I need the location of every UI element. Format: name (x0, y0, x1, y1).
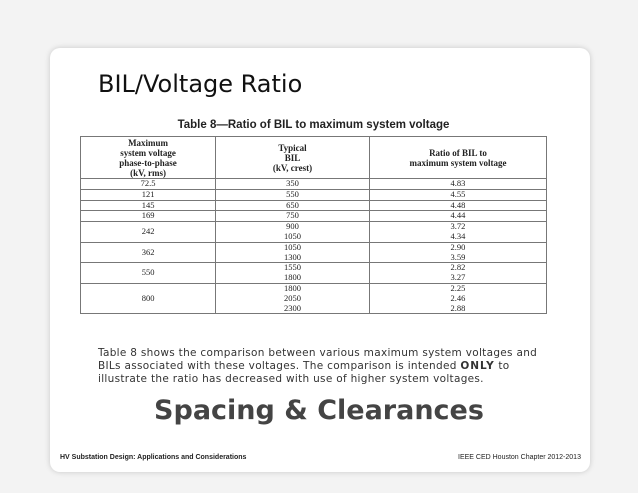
footer-chapter: IEEE CED Houston Chapter 2012-2013 (458, 454, 581, 461)
cell-voltage (81, 242, 216, 263)
cell-ratio (369, 263, 546, 284)
header-max-system-voltage (81, 137, 216, 179)
header-ratio (369, 137, 546, 179)
header-typical-bil (216, 137, 370, 179)
cell-line: 72.5 (140, 178, 156, 188)
cell-line: 4.34 (450, 230, 466, 241)
cell-line: 121 (141, 188, 155, 199)
cell-line: 1800 (284, 272, 301, 283)
cell-ratio (369, 189, 546, 200)
table-row (81, 222, 547, 243)
slide-title: BIL/Voltage Ratio (98, 70, 303, 98)
cell-ratio (369, 222, 546, 243)
cell-line: 2.90 (450, 241, 466, 252)
cell-line: 550 (141, 267, 155, 278)
cell-line: 3.72 (450, 221, 466, 232)
cell-line: 750 (286, 210, 299, 221)
header-line: Typical (278, 142, 307, 153)
cell-line: 4.83 (450, 178, 466, 188)
bil-ratio-table (80, 136, 547, 314)
description-text-end: to illustrate the ratio has decreased with use of higher system voltages. (98, 360, 510, 386)
cell-line: 2050 (284, 292, 301, 303)
section-heading: Spacing & Clearances (154, 395, 484, 426)
table-caption: Table 8—Ratio of BIL to maximum system voltage (177, 119, 450, 131)
cell-ratio (369, 200, 546, 211)
cell-line: 242 (141, 226, 155, 237)
cell-bil (216, 263, 370, 284)
header-line: system voltage (120, 147, 176, 158)
header-line: maximum system voltage (409, 157, 507, 168)
cell-voltage (81, 189, 216, 200)
cell-voltage (81, 283, 216, 313)
description-emphasis: ONLY (460, 360, 495, 373)
cell-voltage (81, 222, 216, 243)
table-row (81, 211, 547, 222)
table-row (81, 189, 547, 200)
cell-voltage (81, 211, 216, 222)
table-row (81, 283, 547, 313)
cell-line: 4.55 (450, 188, 466, 199)
cell-line: 900 (286, 221, 299, 232)
table-row (81, 179, 547, 190)
cell-bil (216, 189, 370, 200)
cell-line: 2300 (284, 302, 301, 313)
cell-line: 3.59 (450, 251, 466, 262)
footer-course-title: HV Substation Design: Applications and Considerations (60, 454, 247, 461)
cell-line: 3.27 (450, 272, 466, 283)
cell-line: 800 (141, 292, 155, 303)
cell-line: 2.82 (450, 262, 466, 273)
cell-line: 650 (286, 199, 299, 210)
cell-bil (216, 200, 370, 211)
cell-bil (216, 211, 370, 222)
cell-line: 4.44 (450, 210, 466, 221)
description-paragraph (98, 347, 538, 387)
cell-ratio (369, 242, 546, 263)
cell-ratio (369, 283, 546, 313)
cell-bil (216, 283, 370, 313)
header-line: Maximum (128, 137, 169, 148)
header-line: BIL (284, 152, 301, 163)
cell-line: 362 (141, 246, 155, 257)
description-text: Table 8 shows the comparison between various maximum system voltages and BILs associated with these voltages. The comparison is intended (98, 347, 538, 373)
cell-bil (216, 242, 370, 263)
cell-ratio (369, 211, 546, 222)
cell-line: 2.25 (450, 282, 466, 293)
bil-ratio-table-container (80, 115, 547, 330)
cell-line: 2.46 (450, 292, 466, 303)
cell-line: 1550 (284, 262, 301, 273)
table-header-row (81, 137, 547, 179)
cell-voltage (81, 179, 216, 190)
table-row (81, 200, 547, 211)
header-line: (kV, rms) (130, 167, 166, 178)
header-line: (kV, crest) (272, 162, 313, 173)
table-row (81, 242, 547, 263)
table-row (81, 263, 547, 284)
header-line: phase-to-phase (119, 157, 177, 168)
cell-voltage (81, 200, 216, 211)
cell-line: 1050 (284, 230, 301, 241)
cell-bil (216, 179, 370, 190)
cell-ratio (369, 179, 546, 190)
cell-line: 2.88 (450, 302, 466, 313)
header-line: Ratio of BIL to (429, 147, 487, 158)
cell-line: 550 (286, 188, 299, 199)
cell-line: 1300 (284, 251, 301, 262)
cell-line: 145 (141, 199, 155, 210)
cell-line: 169 (141, 210, 155, 221)
cell-line: 1800 (284, 282, 301, 293)
cell-line: 4.48 (450, 199, 466, 210)
cell-voltage (81, 263, 216, 284)
cell-line: 1050 (284, 241, 301, 252)
cell-line: 350 (286, 178, 299, 188)
cell-bil (216, 222, 370, 243)
